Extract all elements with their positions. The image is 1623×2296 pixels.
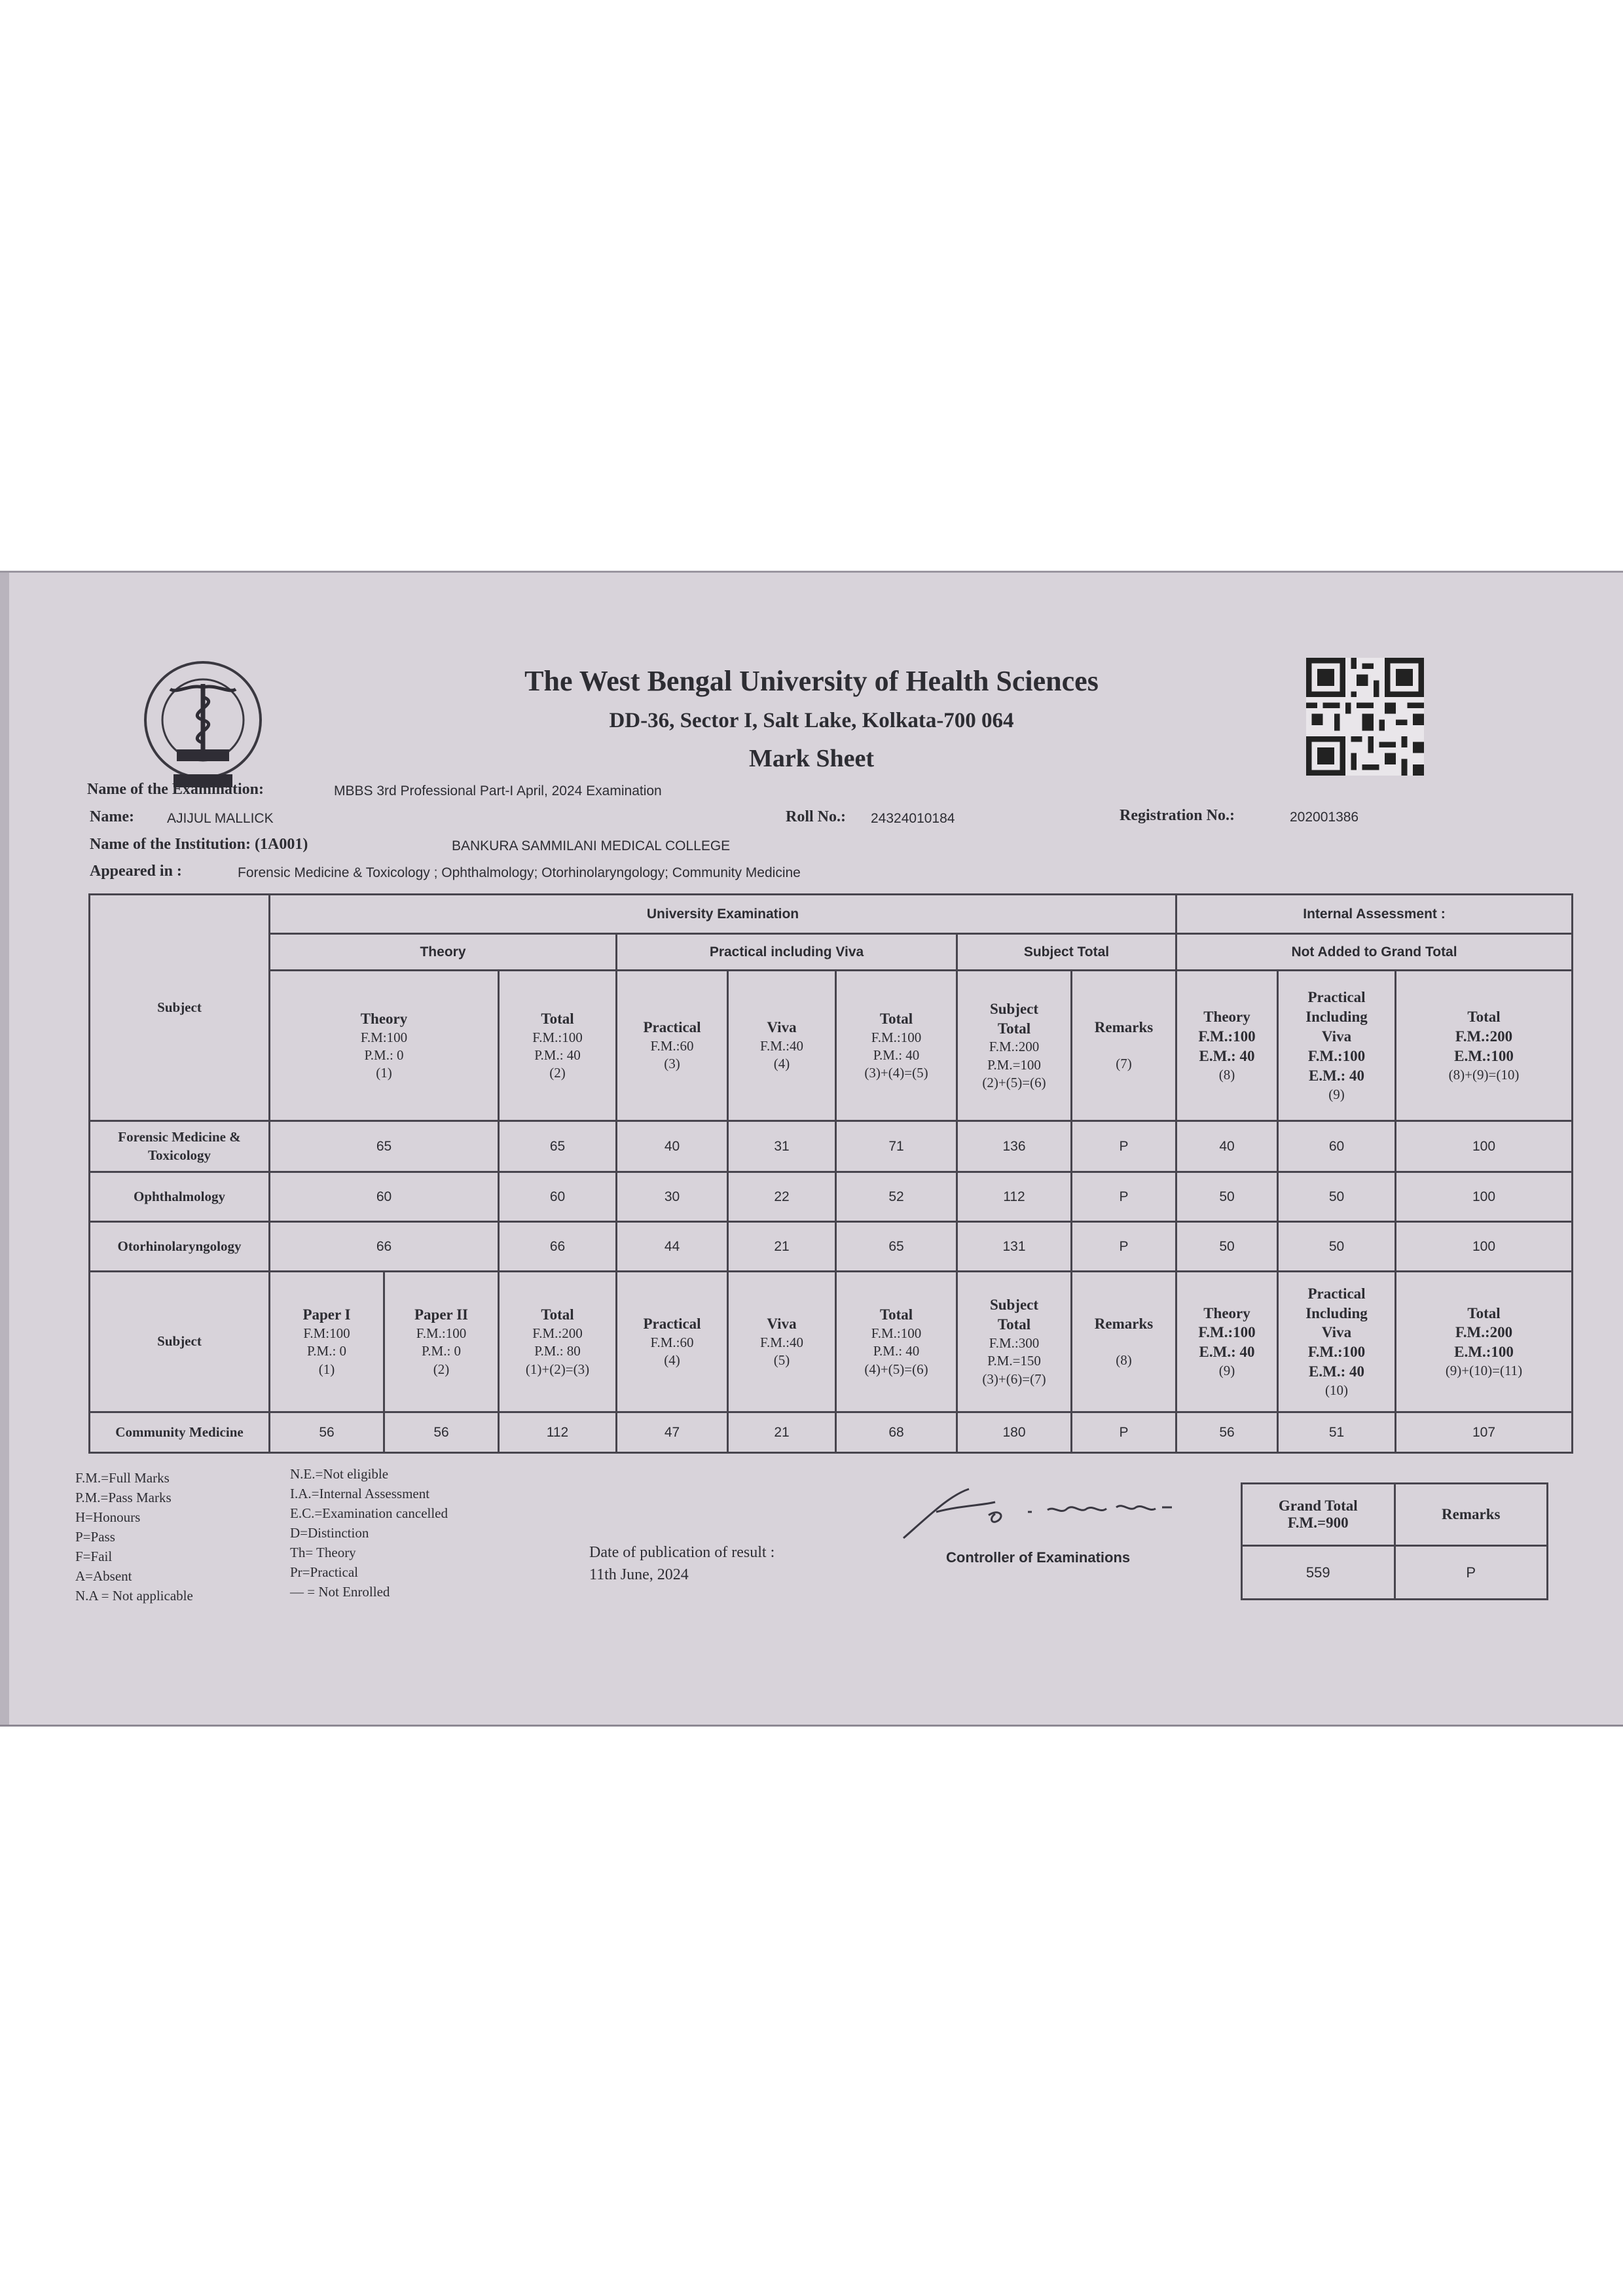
subject-header: Subject <box>90 895 270 1121</box>
internal-assessment-header: Internal Assessment : <box>1176 895 1573 934</box>
ia-practical: 51 <box>1278 1412 1396 1453</box>
legend-item: D=Distinction <box>290 1525 369 1541</box>
table-row <box>90 1222 1573 1272</box>
ia-practical: 50 <box>1278 1172 1396 1222</box>
col-paper1-header: Paper I F.M:100 P.M.: 0 (1) <box>270 1272 384 1412</box>
subject-header-2: Subject <box>90 1272 270 1412</box>
university-address: DD-36, Sector I, Salt Lake, Kolkata-700 064 <box>609 709 1014 732</box>
legend-item: P=Pass <box>75 1529 115 1545</box>
col-ia-theory-header-2: Theory F.M.:100 E.M.: 40 (9) <box>1176 1272 1278 1412</box>
theory-mark: 60 <box>270 1172 499 1222</box>
col-ia-theory-header: Theory F.M.:100 E.M.: 40 (8) <box>1176 971 1278 1121</box>
legend-item: F.M.=Full Marks <box>75 1470 170 1486</box>
grand-total-table <box>1241 1482 1548 1600</box>
practical-mark: 44 <box>617 1222 728 1272</box>
practical-group-header: Practical including Viva <box>617 934 957 971</box>
practical-total: 52 <box>836 1172 957 1222</box>
viva-mark: 21 <box>728 1222 836 1272</box>
legend-item: F=Fail <box>75 1549 113 1564</box>
legend-abbreviations <box>75 1468 193 1605</box>
legend-item: P.M.=Pass Marks <box>75 1490 172 1505</box>
col-ia-practical-header-2: Practical Including Viva F.M.:100 E.M.: 40 (10) <box>1278 1272 1396 1412</box>
subject-total: 180 <box>957 1412 1072 1453</box>
row-subject: Community Medicine <box>90 1412 270 1453</box>
col-practical-header-2: Practical F.M.:60 (4) <box>617 1272 728 1412</box>
row-subject: Otorhinolaryngology <box>90 1222 270 1272</box>
grand-total-header: Grand Total F.M.=900 <box>1242 1484 1395 1546</box>
name-value: AJIJUL MALLICK <box>167 811 274 826</box>
name-label: Name: <box>90 808 134 825</box>
appeared-label: Appeared in : <box>90 863 182 880</box>
ia-theory: 50 <box>1176 1222 1278 1272</box>
paper2-mark: 56 <box>384 1412 499 1453</box>
legend-item: N.E.=Not eligible <box>290 1466 389 1482</box>
controller-title: Controller of Examinations <box>946 1549 1131 1566</box>
remarks: P <box>1072 1222 1176 1272</box>
practical-mark: 40 <box>617 1121 728 1172</box>
theory-total: 112 <box>499 1412 617 1453</box>
legend-item: A=Absent <box>75 1568 132 1584</box>
marks-table <box>88 893 1573 1454</box>
col-ia-practical-header: Practical Including Viva F.M.:100 E.M.: 40 (9) <box>1278 971 1396 1121</box>
roll-label: Roll No.: <box>786 808 846 825</box>
legend-item: N.A = Not applicable <box>75 1588 193 1604</box>
ia-theory: 50 <box>1176 1172 1278 1222</box>
grand-remarks-value: P <box>1395 1546 1548 1600</box>
row-subject: Forensic Medicine & Toxicology <box>90 1121 270 1172</box>
col-viva-header: Viva F.M.:40 (4) <box>728 971 836 1121</box>
legend-item: Pr=Practical <box>290 1564 358 1580</box>
col-theory-total-header: Total F.M.:100 P.M.: 40 (2) <box>499 971 617 1121</box>
ia-practical: 50 <box>1278 1222 1396 1272</box>
remarks: P <box>1072 1172 1176 1222</box>
theory-total: 65 <box>499 1121 617 1172</box>
legend-item: I.A.=Internal Assessment <box>290 1486 430 1501</box>
signature-icon <box>890 1476 1185 1548</box>
practical-total: 68 <box>836 1412 957 1453</box>
practical-total: 71 <box>836 1121 957 1172</box>
legend-item: — = Not Enrolled <box>290 1584 390 1600</box>
exam-value: MBBS 3rd Professional Part-I April, 2024 Examination <box>334 783 662 798</box>
col-paper2-header: Paper II F.M.:100 P.M.: 0 (2) <box>384 1272 499 1412</box>
subject-total: 136 <box>957 1121 1072 1172</box>
ia-total: 107 <box>1396 1412 1573 1453</box>
subject-total: 131 <box>957 1222 1072 1272</box>
university-exam-header: University Examination <box>270 895 1176 934</box>
registration-value: 202001386 <box>1290 810 1359 825</box>
table-row <box>90 1172 1573 1222</box>
registration-label: Registration No.: <box>1120 807 1235 824</box>
practical-total: 65 <box>836 1222 957 1272</box>
viva-mark: 22 <box>728 1172 836 1222</box>
legend-item: H=Honours <box>75 1509 141 1525</box>
exam-label: Name of the Examination: <box>87 781 264 798</box>
institution-label: Name of the Institution: (1A001) <box>90 836 308 853</box>
table-row <box>90 1412 1573 1453</box>
theory-total: 60 <box>499 1172 617 1222</box>
col-viva-header-2: Viva F.M.:40 (5) <box>728 1272 836 1412</box>
practical-mark: 47 <box>617 1412 728 1453</box>
col-practical-header: Practical F.M.:60 (3) <box>617 971 728 1121</box>
remarks: P <box>1072 1412 1176 1453</box>
theory-total: 66 <box>499 1222 617 1272</box>
col-subject-total-header-2: Subject Total F.M.:300 P.M.=150 (3)+(6)=(7) <box>957 1272 1072 1412</box>
table-row <box>90 1121 1573 1172</box>
col-total-header-2: Total F.M.:200 P.M.: 80 (1)+(2)=(3) <box>499 1272 617 1412</box>
publication-label: Date of publication of result : <box>589 1544 775 1561</box>
university-name: The West Bengal University of Health Sciences <box>524 665 1099 697</box>
paper1-mark: 56 <box>270 1412 384 1453</box>
ia-theory: 40 <box>1176 1121 1278 1172</box>
theory-group-header: Theory <box>270 934 617 971</box>
subject-total-group-header: Subject Total <box>957 934 1176 971</box>
ia-total: 100 <box>1396 1172 1573 1222</box>
ia-practical: 60 <box>1278 1121 1396 1172</box>
legend-item: Th= Theory <box>290 1545 356 1560</box>
viva-mark: 21 <box>728 1412 836 1453</box>
col-practical-total-header-2: Total F.M.:100 P.M.: 40 (4)+(5)=(6) <box>836 1272 957 1412</box>
practical-mark: 30 <box>617 1172 728 1222</box>
institution-value: BANKURA SAMMILANI MEDICAL COLLEGE <box>452 838 731 853</box>
ia-theory: 56 <box>1176 1412 1278 1453</box>
publication-date-value: 11th June, 2024 <box>589 1566 689 1583</box>
theory-mark: 66 <box>270 1222 499 1272</box>
ia-total: 100 <box>1396 1121 1573 1172</box>
col-remarks-header-2: Remarks (8) <box>1072 1272 1176 1412</box>
col-practical-total-header: Total F.M.:100 P.M.: 40 (3)+(4)=(5) <box>836 971 957 1121</box>
col-ia-total-header: Total F.M.:200 E.M.:100 (8)+(9)=(10) <box>1396 971 1573 1121</box>
ia-total: 100 <box>1396 1222 1573 1272</box>
row-subject: Ophthalmology <box>90 1172 270 1222</box>
col-subject-total-header: Subject Total F.M.:200 P.M.=100 (2)+(5)=(6) <box>957 971 1072 1121</box>
col-ia-total-header-2: Total F.M.:200 E.M.:100 (9)+(10)=(11) <box>1396 1272 1573 1412</box>
legend-item: E.C.=Examination cancelled <box>290 1505 448 1521</box>
appeared-value: Forensic Medicine & Toxicology ; Ophthalmology; Otorhinolaryngology; Community Medicine <box>238 865 801 880</box>
subject-total: 112 <box>957 1172 1072 1222</box>
col-theory-header: Theory F.M:100 P.M.: 0 (1) <box>270 971 499 1121</box>
grand-remarks-header: Remarks <box>1395 1484 1548 1546</box>
ia-note-header: Not Added to Grand Total <box>1176 934 1573 971</box>
roll-value: 24324010184 <box>871 811 955 826</box>
mark-sheet <box>0 571 1623 1727</box>
legend-abbreviations-2 <box>290 1464 448 1602</box>
theory-mark: 65 <box>270 1121 499 1172</box>
col-remarks-header: Remarks (7) <box>1072 971 1176 1121</box>
grand-total-value: 559 <box>1242 1546 1395 1600</box>
publication-date <box>589 1541 775 1586</box>
document-title: Mark Sheet <box>748 745 875 772</box>
viva-mark: 31 <box>728 1121 836 1172</box>
remarks: P <box>1072 1121 1176 1172</box>
